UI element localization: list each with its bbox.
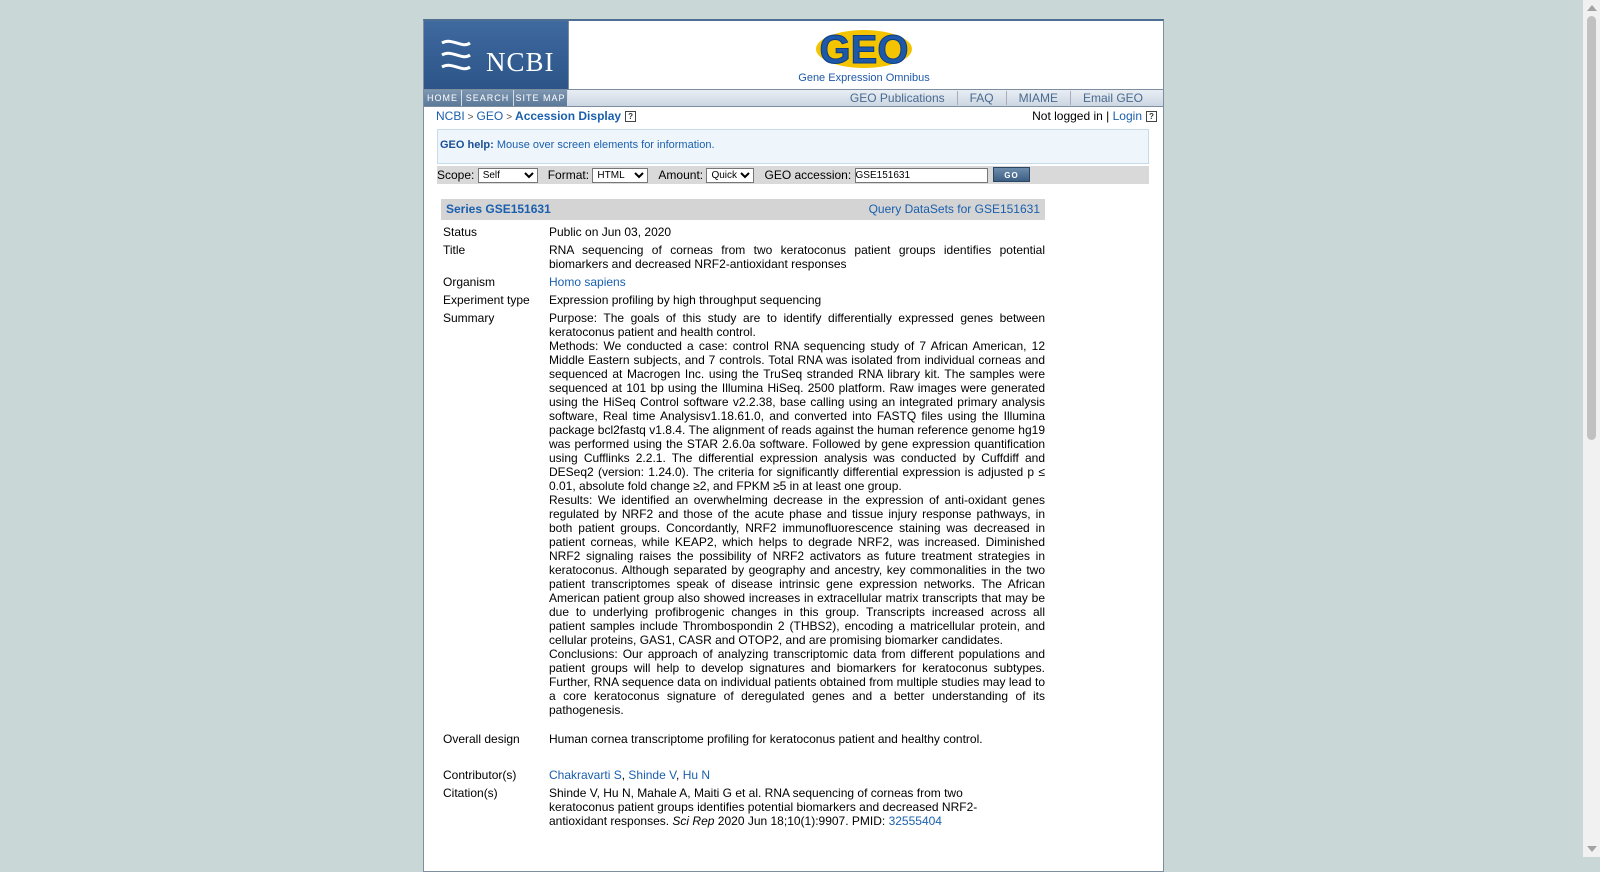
contributor-link[interactable]: Shinde V [628,768,676,782]
summary-methods: Methods: We conducted a case: control RNA sequencing study of 7 African American, 12 Middle Eastern subjects, and 7 controls. Total RNA was isolated from individual corneas and sequenced at Macrogen Inc. using the TruSeq stranded RNA library kit. The samples were sequenced at 101 bp using the Illumina HiSeq. 2500 platform. Raw images were generated using the HiSeq Control software v2.2.38, base calling using an integrated primary analysis software, Real time Analysisv1.18.61.0, and converted into FASTQ files using the Illumina package bcl2fastq v1.8.4. The alignment of reads against the human reference genome hg19 was performed using the STAR 2.6.0a software. Followed by gene expression quantification using Cufflinks 2.2.1. The differential expression analysis was conducted by Cuffdiff and DESeq2 (version: 1.24.0). The criteria for significantly differential expression is adjusted p ≤ 0.01, absolute fold change ≥2, and FPKM ≥5 in at least one group. [549,339,1045,493]
contributor-link[interactable]: Hu N [682,768,711,782]
experiment-type-label: Experiment type [443,293,530,307]
contributor-separator: , [676,768,680,782]
citation-label: Citation(s) [443,786,498,800]
email-geo-link[interactable]: Email GEO [1070,91,1155,105]
go-button[interactable]: GO [993,167,1030,182]
overall-design-value: Human cornea transcriptome profiling for keratoconus patient and healthy control. [549,732,983,746]
breadcrumb [436,108,636,124]
geo-publications-link[interactable]: GEO Publications [849,91,945,105]
title-value: RNA sequencing of corneas from two keratoconus patient groups identifies potential biomarkers and decreased NRF2-antioxidant responses [549,243,1045,271]
miame-link[interactable]: MIAME [1006,91,1070,105]
breadcrumb-geo[interactable]: GEO [476,109,504,123]
scope-select[interactable] [478,168,538,183]
contributors-value [549,768,1045,782]
summary-label: Summary [443,311,495,325]
help-box [437,129,1149,164]
pmid-link[interactable]: 32555404 [888,814,942,828]
overall-design-label: Overall design [443,732,520,746]
help-question-icon[interactable]: ? [625,111,636,122]
status-label: Status [443,225,478,239]
help-text: Mouse over screen elements for information. [496,139,715,151]
amount-select[interactable] [706,168,754,183]
citation-text: Shinde V, Hu N, Mahale A, Maiti G et al. RNA sequencing of corneas from two keratoconus patient groups identifies potential biomarkers and decreased NRF2-antioxidant responses. [549,786,978,828]
geo-logo[interactable] [794,27,934,87]
query-datasets-link[interactable]: Query DataSets for GSE151631 [868,202,1040,216]
help-label: GEO help: [440,139,494,151]
login-status: Not logged in | [1032,109,1110,123]
breadcrumb-ncbi[interactable]: NCBI [436,109,465,123]
breadcrumb-separator: > [467,112,474,123]
summary-conclusions: Conclusions: Our approach of analyzing transcriptomic data from different populations and patient groups will help to develop signatures and biomarkers for keratoconus subtypes. Further, RNA sequence data on individual patients obtained from multiple studies may lead to a core keratoconus signature of deregulated genes and a better understanding of its pathogenesis. [549,647,1045,717]
nav-sitemap-button[interactable]: SITE MAP [514,90,568,106]
summary-value [549,311,1045,717]
contributors-label: Contributor(s) [443,768,517,782]
title-label: Title [443,243,466,257]
format-label: Format: [547,168,590,182]
ncbi-helix-icon [436,35,476,75]
format-select[interactable] [592,168,648,183]
nav-home-button[interactable]: HOME [424,90,462,106]
geo-subtitle: Gene Expression Omnibus [798,72,930,84]
top-links [838,90,1155,106]
summary-purpose: Purpose: The goals of this study are to identify differentially expressed genes between keratoconus patient and health control. [549,311,1045,339]
citation-value [549,786,1029,828]
ncbi-logo[interactable] [424,21,569,89]
series-header [441,199,1045,220]
ncbi-logo-text: NCBI [486,47,555,77]
scroll-down-arrow-icon[interactable] [1587,846,1597,852]
citation-journal: Sci Rep [672,814,715,828]
amount-label: Amount: [658,168,704,182]
experiment-type-value: Expression profiling by high throughput sequencing [549,293,822,307]
geo-page [423,19,1164,872]
accession-input[interactable] [855,168,988,183]
breadcrumb-separator: > [506,112,513,123]
contributor-separator: , [621,768,626,782]
geo-logo-text: GEO [819,28,909,71]
accession-label: GEO accession: [764,168,852,182]
navbar [424,89,1163,107]
search-bar [437,166,1149,184]
summary-results: Results: We identified an overwhelming decrease in the expression of anti-oxidant genes regulated by NRF2 and those of the acute phase and tissue injury response pathways, in both patient groups. Concordantly, NRF2 immunofluorescence staining was decreased in patient corneas, while KEAP2, which helps to degrade NRF2, was increased. Diminished NRF2 signaling raises the possibility of NRF2 activators as future treatment strategies in keratoconus. Although separated by geography and ancestry, key commonalities in the two patient transcriptomes speak of disease intrinsic gene expression networks. The African American patient group also showed increases in extracellular matrix transcripts that may be due to underlying profibrogenic changes in this group. Transcripts increased across all patient samples include Thrombospondin 2 (THBS2), encoding a matricellular protein, and cellular proteins, GAS1, CASR and OTOP2, and are promising biomarker candidates. [549,493,1045,647]
nav-search-button[interactable]: SEARCH [462,90,514,106]
login-area [1032,108,1157,124]
scroll-up-arrow-icon[interactable] [1587,5,1597,11]
status-value: Public on Jun 03, 2020 [549,225,672,239]
login-link[interactable]: Login [1112,109,1142,123]
organism-label: Organism [443,275,496,289]
faq-link[interactable]: FAQ [957,91,1006,105]
scroll-thumb[interactable] [1587,16,1596,440]
vertical-scrollbar[interactable] [1583,0,1600,857]
organism-link[interactable]: Homo sapiens [549,275,626,289]
contributor-link[interactable]: Chakravarti S [549,768,622,782]
series-title: Series GSE151631 [446,202,551,216]
breadcrumb-current: Accession Display [515,109,622,123]
citation-details: 2020 Jun 18;10(1):9907. PMID: [717,814,886,828]
geo-logo-icon [794,27,934,71]
scope-label: Scope: [437,168,475,182]
login-help-question-icon[interactable]: ? [1146,111,1157,122]
